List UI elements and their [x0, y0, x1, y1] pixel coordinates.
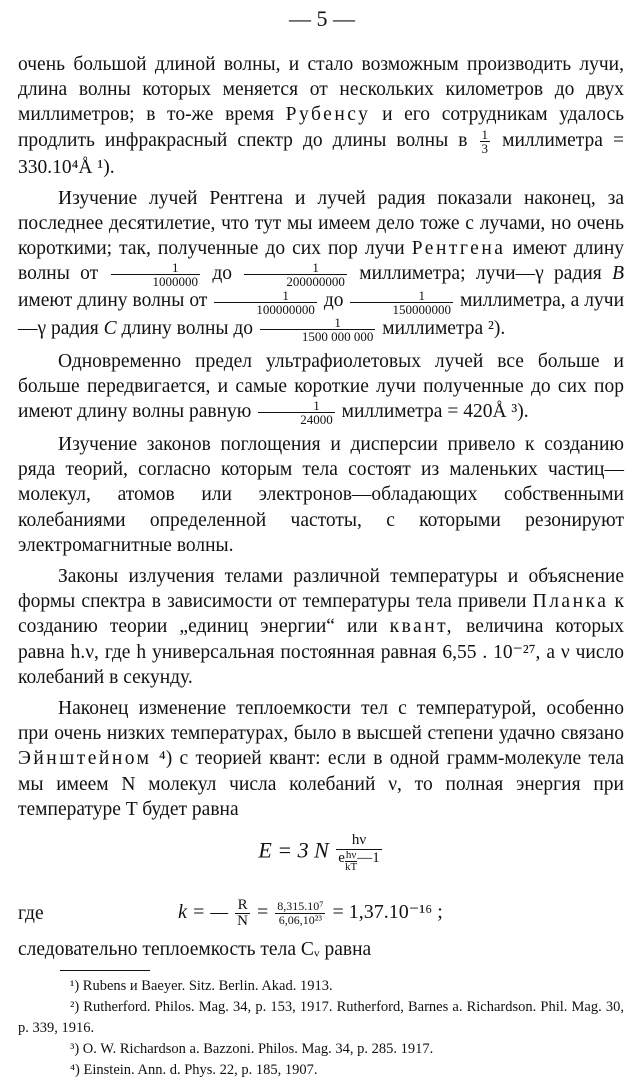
paragraph-2: Изучение лучей Рентгена и лучей радия показали наконец, за последнее десятилетие, что тут мы имеем дело тоже с лучами, но очень короткими; так, полученные до сих пор лучи Рентгена имеют длину волны от $\frac{1}{1000000}$ до $\frac{1}{200000000}$ миллиметра; лучи—γ радия B имеют длину волны от $\frac{1}{100000000}$ до $\frac{1}{150000000}$ миллиметра, а лучи—γ радия C длину волны до $\frac{1}{1500 000 000}$ миллиметра ²). [18, 187, 625, 344]
spaced-name: Рубенсу [285, 104, 371, 126]
footnotes [18, 976, 624, 1081]
fraction: $\frac{1}{100000000}$ [214, 289, 317, 316]
footnote: ³) O. W. Richardson a. Bazzoni. Philos. Mag. 34, p. 285. 1917. [70, 1041, 434, 1057]
spaced-name: Эйнштейном [18, 748, 152, 770]
spaced-word: квант, [389, 616, 455, 638]
page-number: — 5 — [289, 6, 355, 31]
paragraph-3: Одновременно предел ультрафиолетовых лучей все больше и больше передвигается, и самые короткие лучи полученные до сих пор имеют длину волны равную $\frac{1}{24000}$ миллиметра = 420Å ³). [18, 350, 624, 427]
fraction: $\frac{1}{150000000}$ [350, 289, 453, 316]
fraction: $\frac{1}{200000000}$ [244, 261, 347, 288]
fraction: $\frac{1}{3}$ [481, 126, 489, 156]
spaced-name: Рентгена [411, 238, 506, 260]
spaced-name: Планка [532, 591, 609, 613]
footnote: ²) Rutherford. Philos. Mag. 34, p. 153, 1917. Rutherford, Barnes a. Richardson. Phil. Mag. 30, p. 339, 1916. [18, 999, 624, 1036]
page-body [18, 52, 624, 968]
footnote: ⁴) Einstein. Ann. d. Phys. 22, p. 185, 1907. [70, 1062, 318, 1078]
fraction: $\frac{R}{N}$ [237, 897, 248, 930]
fraction: $\frac{1}{1000000}$ [111, 261, 201, 288]
energy-equation: E = 3 N hν e $^{\frac{h\nu}{kT}}$ —1 [258, 832, 380, 874]
paragraph-6: Наконец изменение теплоемкости тел с температурой, особенно при очень низких температурах, было в высшей степени удачно связано Эйнштейном ⁴) с теорией квант: если в одной грамм-молекуле тела мы имеем N молекул числа колебаний ν, то полная энергия при температуре T будет равна [18, 698, 625, 820]
paragraph-7: следовательно теплоемкость тела Cᵥ равна [18, 939, 372, 961]
k-equation: где k = — $\frac{R}{N}$ = $\frac{\text{8,315.10⁷}}{\text{6,06,10²³}}$ = 1,37.10⁻¹⁶ ; [18, 897, 443, 930]
fraction: $\frac{\text{8,315.10⁷}}{\text{6,06,10²³}}$ [277, 899, 324, 928]
paragraph-4: Изучение законов поглощения и дисперсии привело к созданию ряда теорий, согласно которым тела состоят из маленьких частиц—молекул, атомов или электронов—обладающих собственными колебаниями определенной частоты, с которыми резонируют электромагнитные волны. [18, 433, 624, 556]
fraction: hν e $^{\frac{h\nu}{kT}}$ —1 [338, 832, 380, 874]
paragraph-1: очень большой длиной волны, и стало возможным производить лучи, длина волны которых меняется от нескольких километров до двух миллиметров; в то-же время Рубенсу и его сотрудникам удалось продлить инфракрасный спектр до длины волны в $\frac{1}{3}$ миллиметра = 330.10⁴Å ¹). [18, 54, 625, 178]
footnote-rule [60, 970, 150, 971]
paragraph-5: Законы излучения телами различной температуры и объяснение формы спектра в зависимости от температуры тела привели Планка к созданию теории „единиц энергии“ или квант, величина которых равна h.ν, где h универсальная постоянная равная 6,55 . 10⁻²⁷, а ν число колебаний в секунду. [18, 566, 624, 688]
fraction: $\frac{1}{24000}$ [258, 399, 335, 426]
footnote: ¹) Rubens и Baeyer. Sitz. Berlin. Akad. 1913. [70, 978, 333, 994]
fraction: $\frac{1}{1500 000 000}$ [260, 316, 376, 343]
